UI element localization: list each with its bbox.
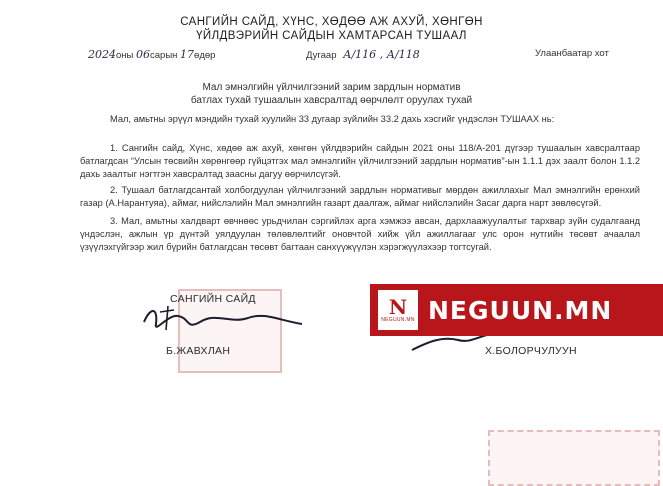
date-month: 06 xyxy=(136,48,150,61)
preamble-text: Мал, амьтны эрүүл мэндийн тухай хуулийн 33 дугаар зүйлийн 33.2 дахь хэсгийг үндэслэн ТУШААХ нь: xyxy=(110,114,555,124)
header-line-1: САНГИЙН САЙД, ХҮНС, ХӨДӨӨ АЖ АХУЙ, ХӨНГӨН xyxy=(180,16,483,28)
item-2-text: 2. Тушаал батлагдсантай холбогдуулан үйлчилгээний зардлын нормативыг мөрдөн ажиллахыг Мал эмнэлгийн ерөнхий газар (А.Нарантуяа), аймаг, нийслэлийн Мал эмнэлгийн газарт даалгаж, аймаг нийслэлийн Засаг дарга нарт зөвлөсүгэй. xyxy=(80,185,640,209)
body-item-2 xyxy=(80,184,640,210)
left-signatory-title: САНГИЙН САЙД xyxy=(170,293,256,305)
logo-letter: N xyxy=(388,295,408,319)
neguun-watermark-banner xyxy=(370,284,663,336)
subject-line-2: батлах тухай тушаалын хавсралтад өөрчлөлт оруулах тухай xyxy=(190,95,473,106)
date-day-suffix: өдөр xyxy=(194,50,216,61)
date-day: 17 xyxy=(180,48,195,61)
left-signatory-name: Б.ЖАВХЛАН xyxy=(166,345,231,357)
neguun-logo-icon xyxy=(378,290,418,330)
body-item-1 xyxy=(80,142,640,182)
header-line-2: ҮЙЛДВЭРИЙН САЙДЫН ХАМТАРСАН ТУШААЛ xyxy=(196,30,467,42)
number-label: Дугаар xyxy=(306,50,337,61)
body-preamble xyxy=(80,113,640,126)
date-year: 2024 xyxy=(88,48,116,61)
watermark-text: NEGUUN.MN xyxy=(428,295,613,325)
item-3-text: 3. Мал, амьтны халдварт өвчнөөс урьдчилан сэргийлэх арга хэмжээ авсан, дархлаажуулалтыг тархвар зүйн судалгаанд үндэслэн, ажлын үр дүнтэй уялдуулан төлөвлөлтийг оновчтой хийж үйл ажиллагааг улс орон нутгийн төсөвт ачаалал үзүүлэхгүйгээр жил бүрийн батлагдсан төсөвт багтаан санхүүжүүлэн хэрэгжүүлэхээр тогтсугай. xyxy=(80,216,640,253)
bottom-stamp xyxy=(488,430,660,486)
number-row xyxy=(306,48,420,61)
subject-line-1: Мал эмнэлгийн үйлчилгээний зарим зардлын норматив xyxy=(202,82,461,93)
number-value: А/116 , А/118 xyxy=(343,48,420,61)
body-item-3 xyxy=(80,215,640,255)
date-month-suffix: сарын xyxy=(150,50,178,61)
date-row xyxy=(88,48,215,61)
right-signatory-name: Х.БОЛОРЧУЛУУН xyxy=(485,345,577,357)
city-label: Улаанбаатар хот xyxy=(535,48,609,59)
item-1-text: 1. Сангийн сайд, Хүнс, хөдөө аж ахуй, хөнгөн үйлдвэрийн сайдын 2021 оны 118/А-201 дүгээр тушаалын хавсралтаар батлагдсан “Улсын төсвийн хөрөнгөөр гүйцэтгэх мал эмнэлгийн үйлчилгээний зардлын норматив”-ын 1.1.1 дэх заалт болон 1.1.2 дахь заалтыг нэгтгэн хавсралтад заасны дагуу өөрчилсүгэй. xyxy=(80,143,640,180)
logo-small-text: NEGUUN.MN xyxy=(381,317,415,323)
left-signature xyxy=(138,300,308,338)
date-year-suffix: оны xyxy=(116,50,134,61)
